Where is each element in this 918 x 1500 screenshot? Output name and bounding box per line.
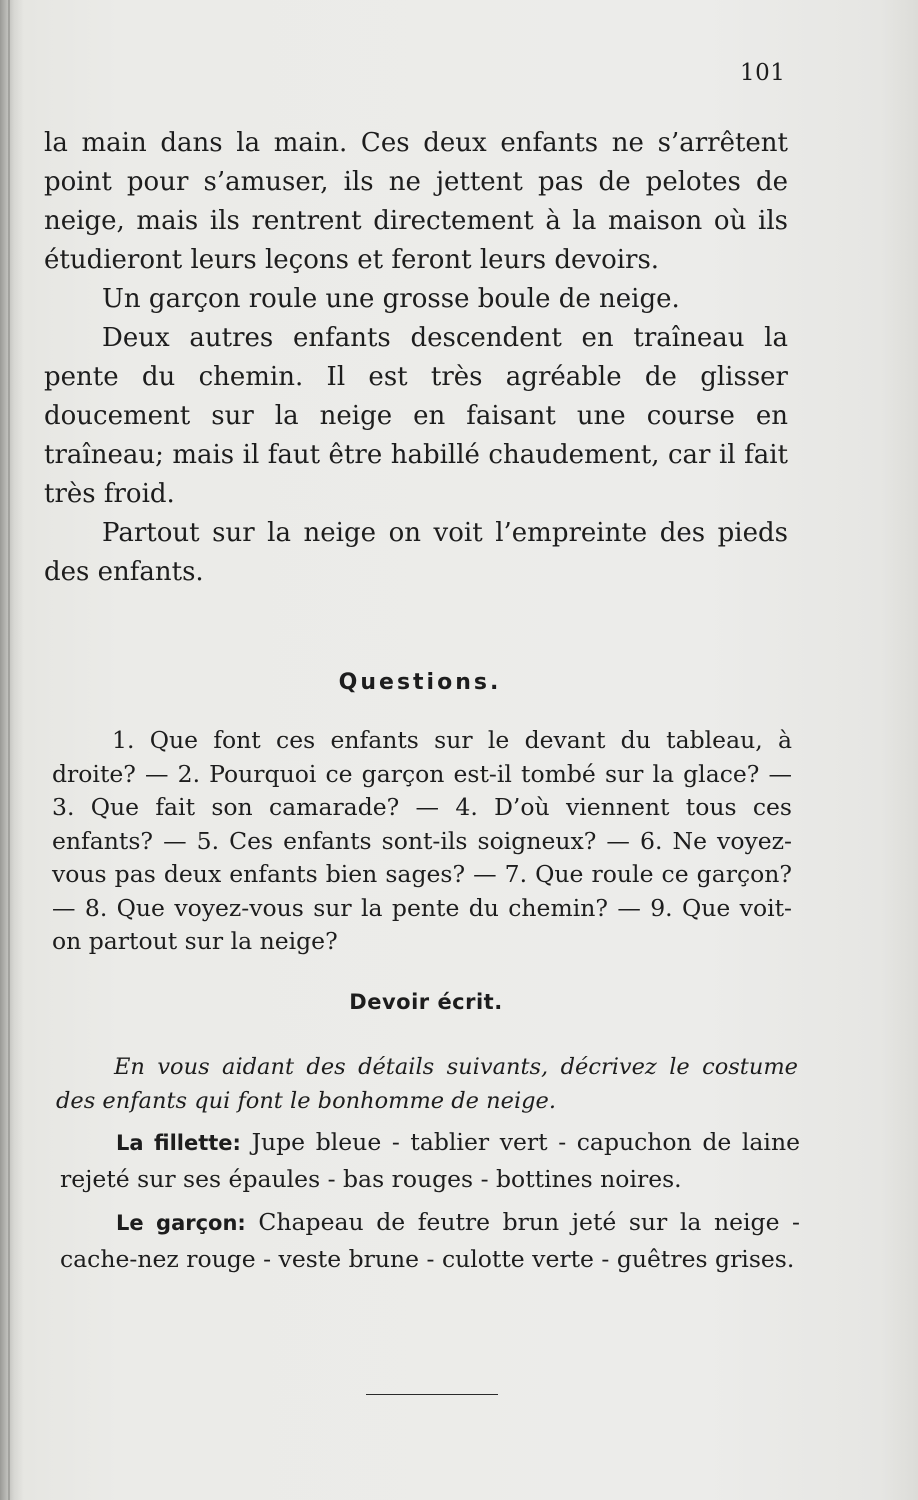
devoir-heading: Devoir écrit. (349, 990, 503, 1014)
garcon-label: Le garçon: (116, 1211, 246, 1235)
questions-heading: Questions. (338, 670, 502, 695)
paragraph-4: Partout sur la neige on voit l’empreinte des pieds des enfants. (44, 518, 788, 587)
main-text (44, 124, 788, 592)
garcon-entry (60, 1204, 800, 1277)
garcon-description: Chapeau de feutre brun jeté sur la neige - cache-nez rouge - veste brune - culotte verte - guêtres grises. (60, 1208, 800, 1273)
paragraph-1: la main dans la main. Ces deux enfants ne s’arrêtent point pour s’amuser, ils ne jettent pas de pelotes de neige, mais ils rentrent directement à la maison où ils étudieront leurs leçons et feront leurs devoirs. (44, 128, 788, 275)
paragraph-3: Deux autres enfants descendent en traîneau la pente du chemin. Il est très agréable de glisser doucement sur la neige en faisant une course en traîneau; mais il faut être habillé chaudement, car il fait très froid. (44, 323, 788, 509)
fillette-description: Jupe bleue - tablier vert - capuchon de laine rejeté sur ses épaules - bas rouges - bottines noires. (60, 1128, 800, 1193)
page-spine-shadow (8, 0, 10, 1500)
end-rule-divider (366, 1394, 498, 1395)
devoir-instruction: En vous aidant des détails suivants, décrivez le costume des enfants qui font le bonhomme de neige. (56, 1054, 798, 1114)
questions-list: 1. Que font ces enfants sur le devant du tableau, à droite? — 2. Pourquoi ce garçon est-il tombé sur la glace? — 3. Que fait son camarade? — 4. D’où viennent tous ces enfants? — 5. Ces enfants sont-ils soigneux? — 6. Ne voyez-vous pas deux enfants bien sages? — 7. Que roule ce garçon? — 8. Que voyez-vous sur la pente du chemin? — 9. Que voit-on partout sur la neige? (52, 726, 792, 955)
paragraph-2: Un garçon roule une grosse boule de neige. (102, 284, 680, 314)
page-number: 101 (740, 60, 786, 86)
fillette-label: La fillette: (116, 1131, 241, 1155)
fillette-entry (60, 1124, 800, 1197)
